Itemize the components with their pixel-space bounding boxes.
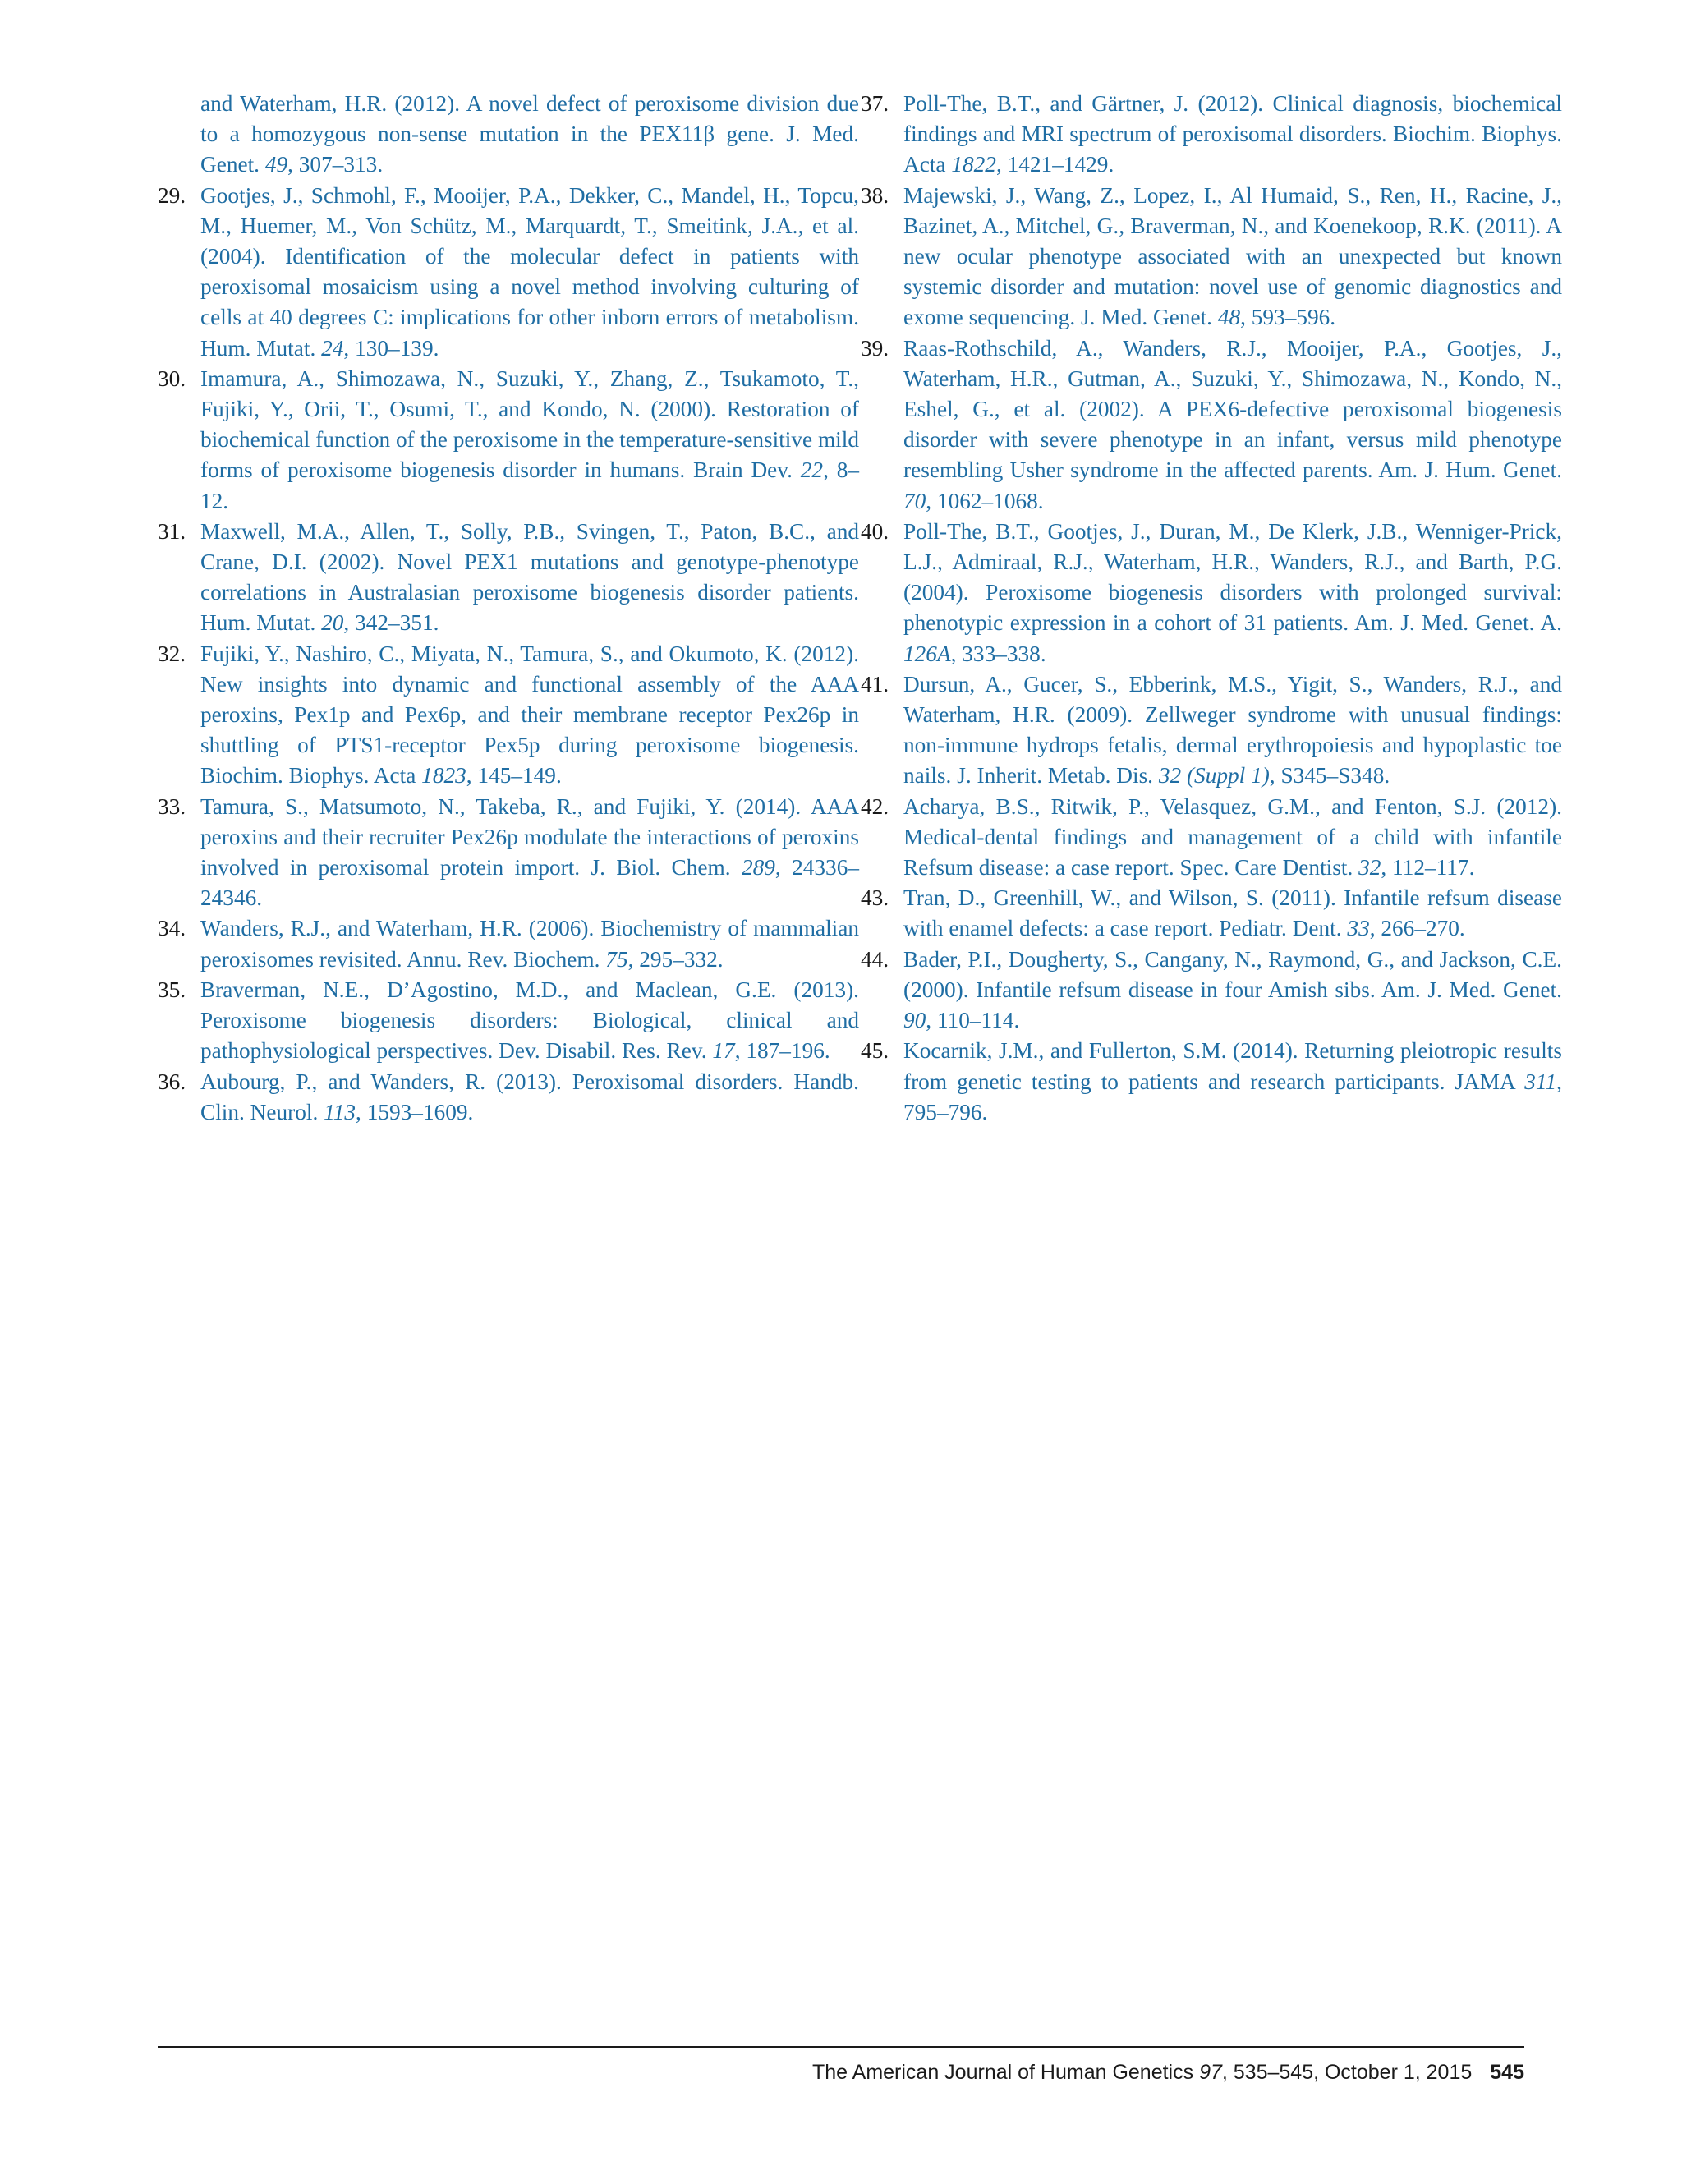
reference-citation: Gootjes, J., Schmohl, F., Mooijer, P.A., Dekker, C., Mandel, H., Topcu, M., Huemer, M., Von Schütz, M., Marquardt, T., Smeitink, J.A., et al. (2004). Identification of the molecular defect in patients with peroxisomal mosaicism using a novel method involving culturing of cells at 40 degrees C: implications for other inborn errors of metabolism. Hum. Mutat.	[200, 182, 859, 361]
footer-rule	[158, 2046, 1524, 2048]
reference-volume: 17	[712, 1038, 735, 1064]
reference-pages: , 112–117	[1381, 855, 1469, 880]
reference-pages: , 145–149	[466, 763, 556, 789]
reference-citation: Aubourg, P., and Wanders, R. (2013). Peroxisomal disorders. Handb. Clin. Neurol.	[200, 1069, 859, 1124]
reference-citation: Poll-The, B.T., Gootjes, J., Duran, M., De Klerk, J.B., Wenniger-Prick, L.J., Admiraal, R.J., Waterham, H.R., Wanders, R.J., and Barth, P.G. (2004). Peroxisome biogenesis disorders with prolonged survival: phenotypic expression in a cohort of 31 patients. Am. J. Med. Genet. A.	[903, 518, 1562, 636]
footer-journal-volume: 97	[1199, 2061, 1222, 2084]
reference-number: 43.	[861, 885, 889, 911]
reference-pages: , 266–270	[1369, 916, 1459, 941]
footer-journal-name: The American Journal of Human Genetics	[812, 2061, 1200, 2084]
reference-citation: Dursun, A., Gucer, S., Ebberink, M.S., Yigit, S., Wanders, R.J., and Waterham, H.R. (2009). Zellweger syndrome with unusual findings: non-immune hydrops fetalis, dermal erythropoiesis and hypoplastic toe nails. J. Inherit. Metab. Dis.	[903, 671, 1562, 789]
reference-citation: Imamura, A., Shimozawa, N., Suzuki, Y., Zhang, Z., Tsukamoto, T., Fujiki, Y., Orii, T., Osumi, T., and Kondo, N. (2000). Restoration of biochemical function of the peroxisome in the temperature-sensitive mild forms of peroxisome biogenesis disorder in humans. Brain Dev.	[200, 366, 859, 483]
reference-pages: , 795–796	[903, 1069, 1562, 1124]
reference-entry: 33. Tamura, S., Matsumoto, N., Takeba, R., and Fujiki, Y. (2014). AAA peroxins and their recruiter Pex26p modulate the interactions of peroxins involved in peroxisomal protein import. J. Biol. Chem. 289, 24336–24346.	[158, 792, 859, 914]
reference-volume: 24	[321, 335, 344, 361]
reference-volume: 32 (Suppl 1)	[1158, 763, 1270, 789]
reference-volume: 48	[1217, 305, 1241, 330]
reference-number: 42.	[861, 793, 889, 819]
reference-citation: and Waterham, H.R. (2012). A novel defect of peroxisome division due to a homozygous non-sense mutation in the PEX11β gene. J. Med. Genet.	[200, 91, 859, 177]
reference-citation: Acharya, B.S., Ritwik, P., Velasquez, G.M., and Fenton, S.J. (2012). Medical-dental findings and management of a child with infantile Refsum disease: a case report. Spec. Care Dentist.	[903, 793, 1562, 880]
reference-number: 41.	[861, 671, 889, 697]
reference-entry: 36. Aubourg, P., and Wanders, R. (2013). Peroxisomal disorders. Handb. Clin. Neurol. 113, 1593–1609.	[158, 1067, 859, 1128]
reference-link[interactable]	[200, 91, 859, 177]
reference-volume: 1823	[421, 763, 466, 789]
reference-citation: Maxwell, M.A., Allen, T., Solly, P.B., Svingen, T., Paton, B.C., and Crane, D.I. (2002). Novel PEX1 mutations and genotype-phenotype correlations in Australasian peroxisome biogenesis disorder patients. Hum. Mutat.	[200, 518, 859, 636]
reference-entry: and Waterham, H.R. (2012). A novel defect of peroxisome division due to a homozygous non-sense mutation in the PEX11β gene. J. Med. Genet. 49, 307–313.	[200, 91, 859, 177]
reference-pages: , 295–332	[627, 946, 718, 972]
reference-citation: Poll-The, B.T., and Gärtner, J. (2012). Clinical diagnosis, biochemical findings and MRI spectrum of peroxisomal disorders. Biochim. Biophys. Acta	[903, 91, 1562, 177]
reference-pages: , 333–338	[950, 641, 1041, 666]
reference-pages: , 342–351	[343, 610, 434, 636]
reference-link[interactable]	[200, 183, 859, 361]
reference-link[interactable]	[200, 519, 859, 636]
reference-volume: 289	[741, 855, 775, 880]
reference-citation: Raas-Rothschild, A., Wanders, R.J., Mooijer, P.A., Gootjes, J., Waterham, H.R., Gutman, A., Suzuki, Y., Shimozawa, N., Kondo, N., Eshel, G., et al. (2002). A PEX6-defective peroxisomal biogenesis disorder with severe phenotype in an infant, versus mild phenotype resembling Usher syndrome in the affected parents. Am. J. Hum. Genet.	[903, 335, 1562, 483]
reference-number: 38.	[861, 182, 889, 208]
reference-volume: 32	[1358, 855, 1381, 880]
reference-entry: 42. Acharya, B.S., Ritwik, P., Velasquez, G.M., and Fenton, S.J. (2012). Medical-dental findings and management of a child with infantile Refsum disease: a case report. Spec. Care Dentist. 32, 112–117.	[861, 792, 1562, 884]
reference-link[interactable]	[903, 183, 1562, 330]
reference-citation: Majewski, J., Wang, Z., Lopez, I., Al Humaid, S., Ren, H., Racine, J., Bazinet, A., Mitchel, G., Braverman, N., and Koenekoop, R.K. (2011). A new ocular phenotype associated with an unexpected but known systemic disorder and mutation: novel use of genomic diagnostics and exome sequencing. J. Med. Genet.	[903, 182, 1562, 330]
reference-pages: , 24336–24346	[200, 855, 859, 911]
reference-volume: 113	[324, 1099, 356, 1124]
reference-pages: , 110–114	[926, 1008, 1014, 1033]
reference-entry: 35. Braverman, N.E., D’Agostino, M.D., and Maclean, G.E. (2013). Peroxisome biogenesis disorders: Biological, clinical and pathophysiological perspectives. Dev. Disabil. Res. Rev. 17, 187–196.	[158, 975, 859, 1067]
reference-pages: , 1421–1429	[995, 152, 1109, 177]
reference-citation: Kocarnik, J.M., and Fullerton, S.M. (2014). Returning pleiotropic results from genetic testing to patients and research participants. JAMA	[903, 1038, 1562, 1094]
reference-number: 32.	[158, 641, 186, 666]
reference-volume: 20	[321, 610, 344, 636]
reference-number: 39.	[861, 335, 889, 361]
reference-volume: 49	[264, 152, 288, 177]
reference-link[interactable]	[200, 794, 859, 911]
reference-link[interactable]	[200, 641, 859, 789]
reference-volume: 75	[605, 946, 628, 972]
reference-link[interactable]	[903, 519, 1562, 666]
reference-entry: 43. Tran, D., Greenhill, W., and Wilson, S. (2011). Infantile refsum disease with enamel defects: a case report. Pediatr. Dent. 33, 266–270.	[861, 883, 1562, 944]
reference-number: 33.	[158, 793, 186, 819]
reference-pages: , 1593–1609	[356, 1099, 468, 1124]
reference-number: 34.	[158, 916, 186, 941]
reference-pages: , 130–139	[343, 335, 434, 361]
reference-number: 29.	[158, 182, 186, 208]
references-right-column	[861, 89, 1562, 1128]
reference-number: 44.	[861, 946, 889, 972]
reference-citation: Tamura, S., Matsumoto, N., Takeba, R., and Fujiki, Y. (2014). AAA peroxins and their recruiter Pex26p modulate the interactions of peroxins involved in peroxisomal protein import. J. Biol. Chem.	[200, 793, 859, 880]
reference-pages: , 8–12	[200, 457, 859, 513]
reference-number: 37.	[861, 91, 889, 116]
reference-citation: Wanders, R.J., and Waterham, H.R. (2006). Biochemistry of mammalian peroxisomes revisited. Annu. Rev. Biochem.	[200, 916, 859, 972]
reference-link[interactable]	[200, 916, 859, 971]
reference-entry: 31. Maxwell, M.A., Allen, T., Solly, P.B., Svingen, T., Paton, B.C., and Crane, D.I. (2002). Novel PEX1 mutations and genotype-phenotype correlations in Australasian peroxisome biogenesis disorder patients. Hum. Mutat. 20, 342–351.	[158, 517, 859, 639]
reference-number: 36.	[158, 1069, 186, 1094]
reference-pages: , S345–S348	[1269, 763, 1385, 789]
footer-journal-date: , 535–545, October 1, 2015	[1221, 2061, 1473, 2084]
reference-entry: 38. Majewski, J., Wang, Z., Lopez, I., Al Humaid, S., Ren, H., Racine, J., Bazinet, A., Mitchel, G., Braverman, N., and Koenekoop, R.K. (2011). A new ocular phenotype associated with an unexpected but known systemic disorder and mutation: novel use of genomic diagnostics and exome sequencing. J. Med. Genet. 48, 593–596.	[861, 181, 1562, 333]
reference-citation: Tran, D., Greenhill, W., and Wilson, S. (2011). Infantile refsum disease with enamel defects: a case report. Pediatr. Dent.	[903, 885, 1562, 941]
reference-number: 45.	[861, 1038, 889, 1064]
reference-link[interactable]	[200, 1069, 859, 1124]
reference-entry: 45. Kocarnik, J.M., and Fullerton, S.M. (2014). Returning pleiotropic results from genetic testing to patients and research participants. JAMA 311, 795–796.	[861, 1036, 1562, 1128]
reference-link[interactable]	[903, 336, 1562, 513]
reference-entry: 37. Poll-The, B.T., and Gärtner, J. (2012). Clinical diagnosis, biochemical findings and MRI spectrum of peroxisomal disorders. Biochim. Biophys. Acta 1822, 1421–1429.	[861, 89, 1562, 181]
references-left-column	[158, 89, 859, 1128]
reference-link[interactable]	[903, 672, 1562, 789]
reference-entry: 40. Poll-The, B.T., Gootjes, J., Duran, M., De Klerk, J.B., Wenniger-Prick, L.J., Admiraal, R.J., Waterham, H.R., Wanders, R.J., and Barth, P.G. (2004). Peroxisome biogenesis disorders with prolonged survival: phenotypic expression in a cohort of 31 patients. Am. J. Med. Genet. A. 126A, 333–338.	[861, 517, 1562, 669]
reference-link[interactable]	[200, 977, 859, 1063]
reference-entry: 29. Gootjes, J., Schmohl, F., Mooijer, P.A., Dekker, C., Mandel, H., Topcu, M., Huemer, M., Von Schütz, M., Marquardt, T., Smeitink, J.A., et al. (2004). Identification of the molecular defect in patients with peroxisomal mosaicism using a novel method involving culturing of cells at 40 degrees C: implications for other inborn errors of metabolism. Hum. Mutat. 24, 130–139.	[158, 181, 859, 364]
reference-link[interactable]	[903, 794, 1562, 880]
page-footer	[812, 2061, 1524, 2085]
reference-number: 30.	[158, 366, 186, 391]
reference-volume: 70	[903, 488, 926, 513]
reference-pages: , 307–313	[287, 152, 378, 177]
reference-number: 40.	[861, 518, 889, 544]
reference-entry: 39. Raas-Rothschild, A., Wanders, R.J., Mooijer, P.A., Gootjes, J., Waterham, H.R., Gutman, A., Suzuki, Y., Shimozawa, N., Kondo, N., Eshel, G., et al. (2002). A PEX6-defective peroxisomal biogenesis disorder with severe phenotype in an infant, versus mild phenotype resembling Usher syndrome in the affected parents. Am. J. Hum. Genet. 70, 1062–1068.	[861, 333, 1562, 517]
reference-citation: Fujiki, Y., Nashiro, C., Miyata, N., Tamura, S., and Okumoto, K. (2012). New insights into dynamic and functional assembly of the AAA peroxins, Pex1p and Pex6p, and their membrane receptor Pex26p in shuttling of PTS1-receptor Pex5p during peroxisome biogenesis. Biochim. Biophys. Acta	[200, 641, 859, 789]
reference-volume: 126A	[903, 641, 951, 666]
reference-entry: 32. Fujiki, Y., Nashiro, C., Miyata, N., Tamura, S., and Okumoto, K. (2012). New insights into dynamic and functional assembly of the AAA peroxins, Pex1p and Pex6p, and their membrane receptor Pex26p in shuttling of PTS1-receptor Pex5p during peroxisome biogenesis. Biochim. Biophys. Acta 1823, 145–149.	[158, 639, 859, 792]
reference-link[interactable]	[903, 1038, 1562, 1124]
reference-volume: 22	[800, 457, 824, 483]
reference-entry: 41. Dursun, A., Gucer, S., Ebberink, M.S., Yigit, S., Wanders, R.J., and Waterham, H.R. (2009). Zellweger syndrome with unusual findings: non-immune hydrops fetalis, dermal erythropoiesis and hypoplastic toe nails. J. Inherit. Metab. Dis. 32 (Suppl 1), S345–S348.	[861, 669, 1562, 792]
reference-volume: 33	[1347, 916, 1370, 941]
reference-number: 31.	[158, 518, 186, 544]
reference-entry: 30. Imamura, A., Shimozawa, N., Suzuki, Y., Zhang, Z., Tsukamoto, T., Fujiki, Y., Orii, T., Osumi, T., and Kondo, N. (2000). Restoration of biochemical function of the peroxisome in the temperature-sensitive mild forms of peroxisome biogenesis disorder in humans. Brain Dev. 22, 8–12.	[158, 364, 859, 517]
reference-volume: 1822	[951, 152, 996, 177]
reference-entry: 34. Wanders, R.J., and Waterham, H.R. (2006). Biochemistry of mammalian peroxisomes revisited. Annu. Rev. Biochem. 75, 295–332.	[158, 913, 859, 974]
reference-link[interactable]	[200, 366, 859, 513]
reference-volume: 311	[1524, 1069, 1557, 1094]
reference-entry: 44. Bader, P.I., Dougherty, S., Cangany, N., Raymond, G., and Jackson, C.E. (2000). Infantile refsum disease in four Amish sibs. Am. J. Med. Genet. 90, 110–114.	[861, 945, 1562, 1037]
reference-link[interactable]	[903, 947, 1562, 1032]
page-number: 545	[1490, 2061, 1524, 2084]
reference-link[interactable]	[903, 91, 1562, 177]
reference-pages: , 187–196	[734, 1038, 825, 1064]
reference-citation: Bader, P.I., Dougherty, S., Cangany, N., Raymond, G., and Jackson, C.E. (2000). Infantile refsum disease in four Amish sibs. Am. J. Med. Genet.	[903, 946, 1562, 1002]
reference-pages: , 593–596	[1240, 305, 1330, 330]
reference-volume: 90	[903, 1008, 926, 1033]
reference-citation: Braverman, N.E., D’Agostino, M.D., and Maclean, G.E. (2013). Peroxisome biogenesis disorders: Biological, clinical and pathophysiological perspectives. Dev. Disabil. Res. Rev.	[200, 977, 859, 1064]
reference-number: 35.	[158, 977, 186, 1002]
reference-pages: , 1062–1068	[926, 488, 1038, 513]
